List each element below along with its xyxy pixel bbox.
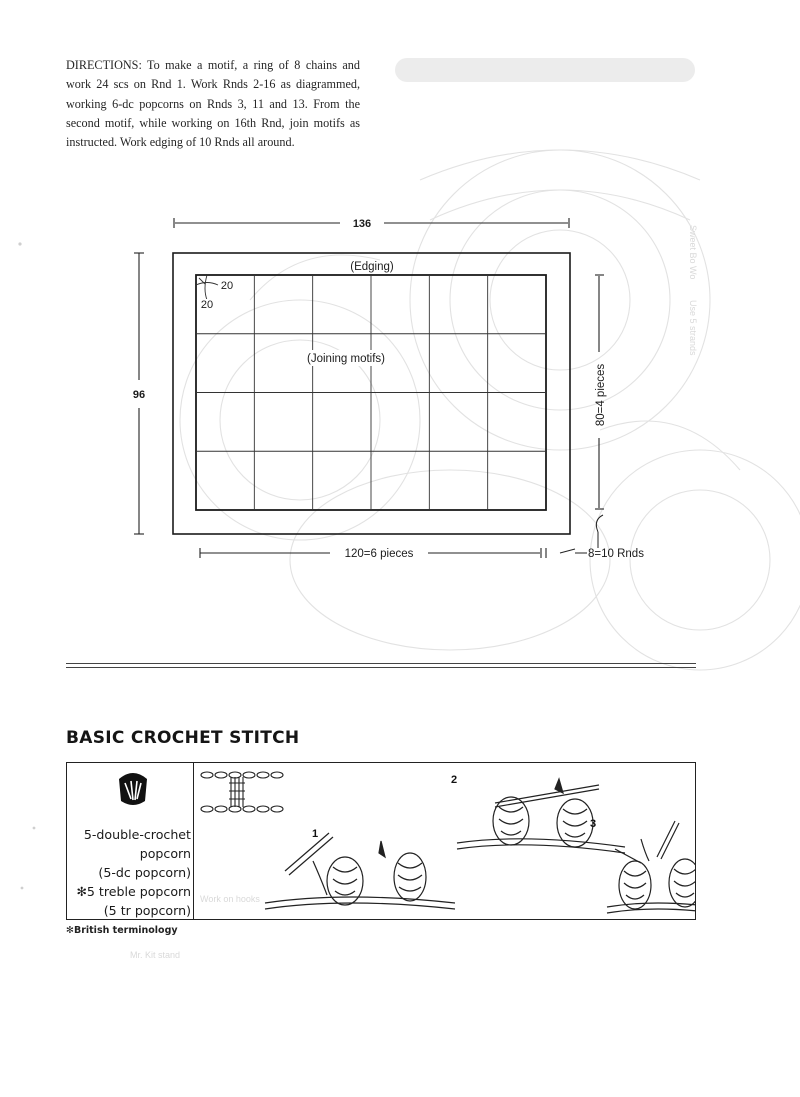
total-height-label: 96 <box>132 389 146 401</box>
inner-width-label: 120=6 pieces <box>344 548 414 560</box>
step-3-illustration <box>607 821 695 913</box>
motif-height-label: 20 <box>200 299 214 311</box>
stitch-name-line: (5 tr popcorn) <box>103 903 191 918</box>
stitch-name <box>61 825 191 920</box>
section-rule-bottom <box>66 667 696 668</box>
total-width-label: 136 <box>352 218 372 230</box>
edging-depth-label: 8=10 Rnds <box>588 548 644 560</box>
stitch-name-line: ✻5 treble popcorn <box>76 884 191 899</box>
section-heading: BASIC CROCHET STITCH <box>66 728 300 748</box>
directions-paragraph: DIRECTIONS: To make a motif, a ring of 8 chains and work 24 scs on Rnd 1. Work Rnds 2-16 as diagrammed, working 6-dc popcorns on Rnds 3, 11 and 13. From the second motif, while working on 16th Rnd, join motifs as instructed. Work edging of 10 Rnds all around. <box>66 58 360 150</box>
stitch-table <box>66 762 696 920</box>
stitch-illustrations <box>195 763 695 919</box>
stitch-name-line: (5-dc popcorn) <box>98 865 191 880</box>
step-2-illustration <box>457 779 625 853</box>
section-rule-top <box>66 663 696 664</box>
inner-height-label: 80=4 pieces <box>595 363 607 427</box>
svg-text:Sweet Bo Wo: Sweet Bo Wo <box>688 225 698 280</box>
edging-label: (Edging) <box>350 261 394 273</box>
popcorn-symbol-icon <box>111 769 155 815</box>
stitch-name-line: popcorn <box>139 846 191 861</box>
step-number: 3 <box>590 818 597 830</box>
motif-grid <box>196 275 546 510</box>
footnote-british-terminology: ✻British terminology <box>66 925 178 936</box>
chain-chart-icon <box>201 772 283 812</box>
step-number: 1 <box>312 828 319 840</box>
edging-outer-border <box>173 253 570 534</box>
motif-width-label: 20 <box>220 280 234 292</box>
step-number: 2 <box>451 774 458 786</box>
stitch-table-divider <box>193 763 194 919</box>
svg-text:Use 5 strands: Use 5 strands <box>688 300 698 356</box>
svg-text:Work on hooks: Work on hooks <box>200 894 260 904</box>
step-1-illustration <box>265 833 455 909</box>
joining-motifs-label: (Joining motifs) <box>307 353 385 365</box>
svg-text:Mr. Kit stand: Mr. Kit stand <box>130 950 181 960</box>
stitch-name-line: 5-double-crochet <box>83 827 191 842</box>
